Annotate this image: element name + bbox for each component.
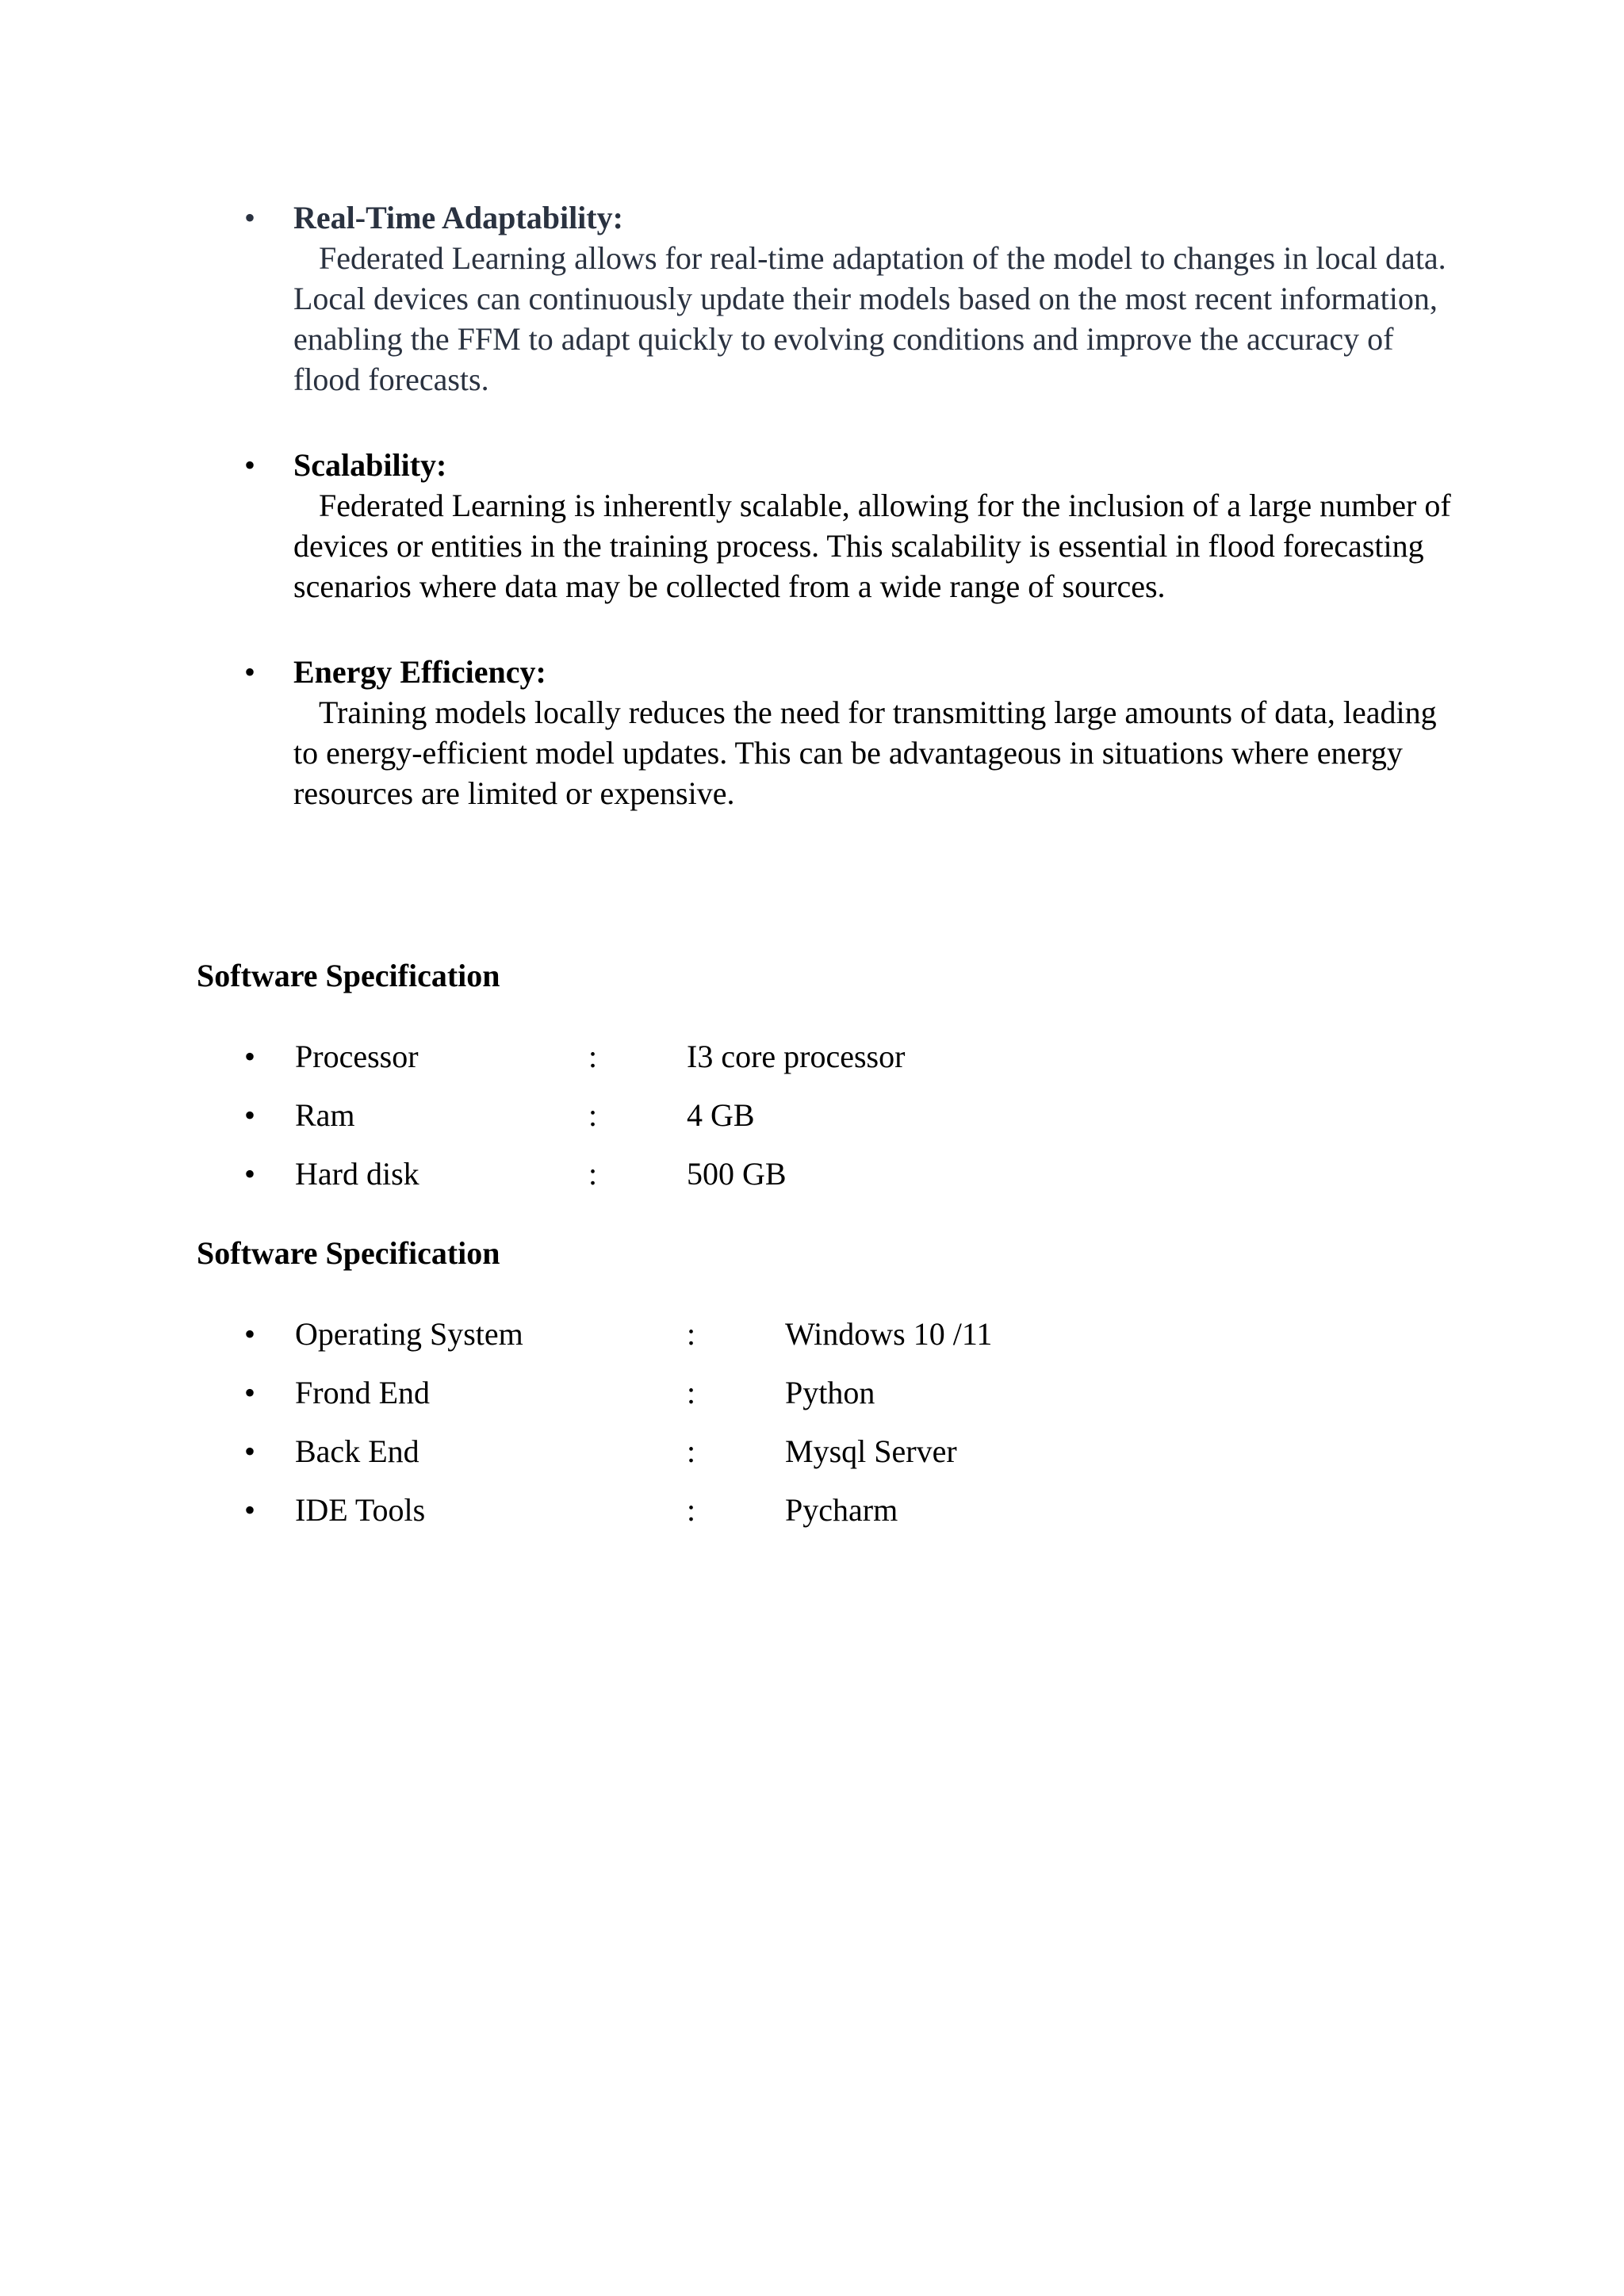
spec-separator: : [588, 1097, 598, 1133]
bullet-icon: • [244, 1433, 256, 1469]
section-title-hardware: Software Specification [197, 958, 500, 993]
spec-row-ide-tools [0, 1490, 1624, 1530]
spec-separator: : [687, 1492, 696, 1528]
spec-row-ram [0, 1095, 1624, 1135]
spec-row-processor [0, 1036, 1624, 1077]
spec-value: Pycharm [785, 1492, 898, 1528]
spec-label: Ram [295, 1097, 355, 1133]
spec-value: Mysql Server [785, 1433, 957, 1469]
bullet-icon: • [244, 1375, 256, 1410]
feature-body: Federated Learning is inherently scalable, allowing for the inclusion of a large number of devices or entities in the training process. This scalability is essential in flood forecasting scenarios where data may be collected from a wide range of sources. [293, 488, 1451, 604]
bullet-icon: • [244, 1316, 256, 1352]
bullet-icon: • [244, 447, 256, 483]
spec-label: Back End [295, 1433, 419, 1469]
bullet-icon: • [244, 200, 256, 235]
spec-row-hard-disk [0, 1154, 1624, 1194]
spec-row-operating-system [0, 1314, 1624, 1354]
spec-row-front-end [0, 1372, 1624, 1413]
spec-value: Python [785, 1375, 875, 1410]
spec-separator: : [687, 1433, 696, 1469]
spec-separator: : [687, 1316, 696, 1352]
spec-label: Operating System [295, 1316, 523, 1352]
spec-value: 500 GB [687, 1156, 787, 1192]
spec-label: IDE Tools [295, 1492, 426, 1528]
spec-label: Hard disk [295, 1156, 419, 1192]
section-title-software: Software Specification [197, 1235, 500, 1271]
feature-heading: Real-Time Adaptability: [293, 200, 623, 235]
bullet-icon: • [244, 654, 256, 690]
spec-label: Frond End [295, 1375, 430, 1410]
feature-energy-efficiency [244, 652, 1451, 813]
feature-heading: Scalability: [293, 447, 447, 483]
spec-label: Processor [295, 1039, 419, 1074]
spec-separator: : [588, 1039, 598, 1074]
feature-real-time-adaptability [244, 197, 1451, 400]
feature-body: Federated Learning allows for real-time adaptation of the model to changes in local data. Local devices can continuously update their models based on the most recent information, enabling the FFM to adapt quickly to evolving conditions and improve the accuracy of flood forecasts. [293, 240, 1446, 397]
bullet-icon: • [244, 1156, 256, 1192]
bullet-icon: • [244, 1039, 256, 1074]
spec-value: I3 core processor [687, 1039, 906, 1074]
feature-body: Training models locally reduces the need for transmitting large amounts of data, leading to energy-efficient model updates. This can be advantageous in situations where energy resources are limited or expensive. [293, 695, 1437, 811]
spec-value: 4 GB [687, 1097, 755, 1133]
spec-separator: : [588, 1156, 598, 1192]
feature-scalability [244, 445, 1451, 607]
bullet-icon: • [244, 1492, 256, 1528]
spec-separator: : [687, 1375, 696, 1410]
feature-heading: Energy Efficiency: [293, 654, 546, 690]
spec-row-back-end [0, 1431, 1624, 1471]
spec-value: Windows 10 /11 [785, 1316, 993, 1352]
bullet-icon: • [244, 1097, 256, 1133]
